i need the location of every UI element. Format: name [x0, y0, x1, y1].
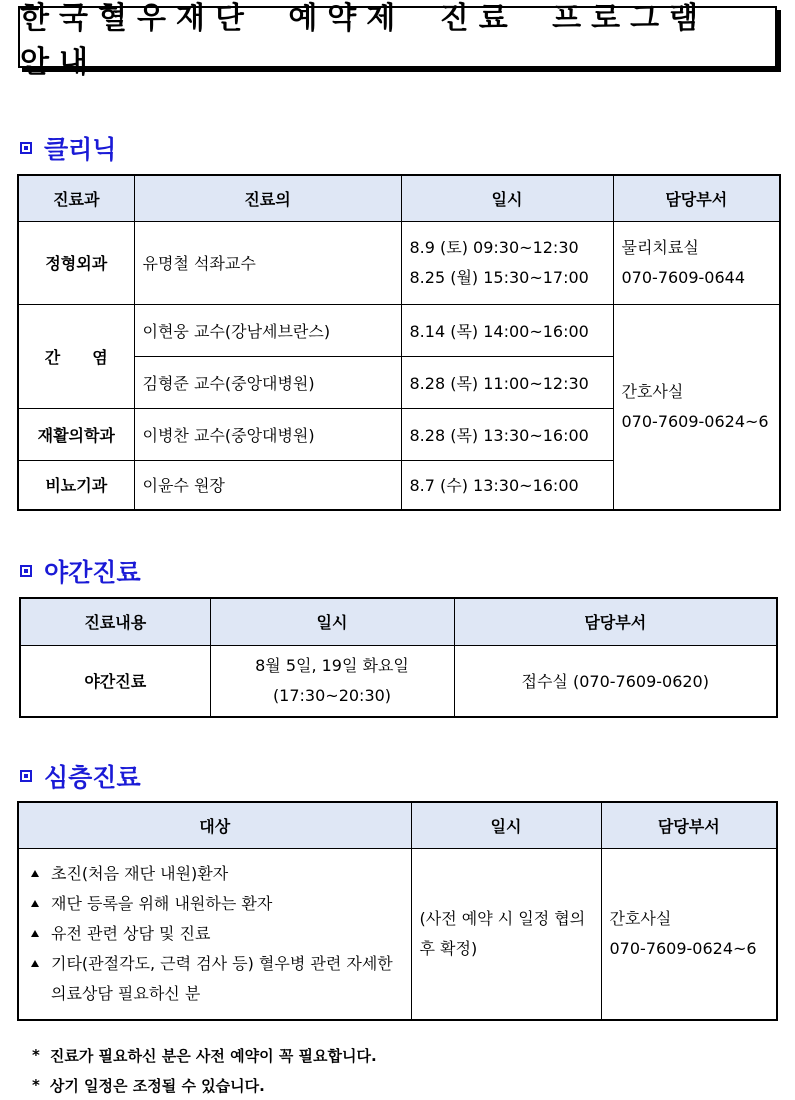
- table-row: [18, 221, 780, 304]
- office-name: 간호사실: [609, 908, 672, 928]
- asterisk-icon: *: [32, 1076, 40, 1094]
- clinic-header-dept: 진료과: [18, 175, 134, 221]
- square-bullet-icon: [20, 142, 32, 154]
- page-title: 한국혈우재단 예약제 진료 프로그램 안내: [18, 6, 777, 68]
- square-bullet-icon: [20, 770, 32, 782]
- deep-header-target: 대상: [18, 802, 411, 848]
- dept-cell: 재활의학과: [18, 408, 134, 460]
- list-item: 재단 등록을 위해 내원하는 환자: [23, 889, 403, 919]
- clinic-table: [17, 174, 781, 511]
- triangle-bullet-icon: [31, 960, 39, 967]
- schedule-cell: (사전 예약 시 일정 협의 후 확정): [411, 848, 601, 1020]
- doctor-cell: 이현웅 교수(강남세브란스): [134, 304, 401, 356]
- section-title-deep: [20, 758, 141, 794]
- triangle-bullet-icon: [31, 900, 39, 907]
- table-row: [18, 304, 780, 356]
- asterisk-icon: *: [32, 1046, 40, 1064]
- list-item: 기타(관절각도, 근력 검사 등) 혈우병 관련 자세한 의료상담 필요하신 분: [23, 949, 403, 1009]
- schedule-line: 8.9 (토) 09:30~12:30: [409, 237, 579, 257]
- office-cell: [601, 848, 777, 1020]
- note-item: * 상기 일정은 조정될 수 있습니다.: [32, 1076, 265, 1095]
- dept-cell: 정형외과: [18, 221, 134, 304]
- target-cell: [18, 848, 411, 1020]
- office-phone: 070-7609-0644: [621, 267, 746, 287]
- office-phone: 070-7609-0624~6: [609, 938, 757, 958]
- night-header-content: 진료내용: [20, 598, 210, 645]
- clinic-header-row: [18, 175, 780, 221]
- office-name: 물리치료실: [621, 237, 699, 257]
- square-bullet-icon: [20, 565, 32, 577]
- doctor-cell: 이윤수 원장: [134, 460, 401, 510]
- triangle-bullet-icon: [31, 930, 39, 937]
- schedule-cell: [401, 221, 613, 304]
- dept-cell: 간 염: [18, 304, 134, 408]
- note-item: * 진료가 필요하신 분은 사전 예약이 꼭 필요합니다.: [32, 1046, 377, 1065]
- section-title-night: [20, 553, 141, 589]
- doctor-cell: 이병찬 교수(중앙대병원): [134, 408, 401, 460]
- notes: [32, 1040, 377, 1100]
- night-header-office: 담당부서: [454, 598, 777, 645]
- table-row: [20, 645, 777, 717]
- section-title-night-label: 야간진료: [44, 558, 141, 587]
- target-list: [23, 859, 403, 1009]
- clinic-header-schedule: 일시: [401, 175, 613, 221]
- schedule-cell: 8.14 (목) 14:00~16:00: [401, 304, 613, 356]
- schedule-cell: 8.28 (목) 11:00~12:30: [401, 356, 613, 408]
- clinic-header-doctor: 진료의: [134, 175, 401, 221]
- dept-cell: 비뇨기과: [18, 460, 134, 510]
- schedule-line: 8.25 (월) 15:30~17:00: [409, 267, 589, 287]
- section-title-deep-label: 심층진료: [44, 763, 141, 792]
- section-title-clinic-label: 클리닉: [44, 135, 117, 164]
- office-cell: 접수실 (070-7609-0620): [454, 645, 777, 717]
- table-row: [18, 848, 777, 1020]
- night-table: [19, 597, 778, 718]
- office-cell: [613, 221, 780, 304]
- clinic-header-office: 담당부서: [613, 175, 780, 221]
- office-name: 간호사실: [621, 381, 684, 401]
- schedule-cell: [210, 645, 454, 717]
- schedule-cell: 8.7 (수) 13:30~16:00: [401, 460, 613, 510]
- deep-header-office: 담당부서: [601, 802, 777, 848]
- content-cell: 야간진료: [20, 645, 210, 717]
- schedule-line: 8월 5일, 19일 화요일: [255, 655, 409, 675]
- office-phone: 070-7609-0624~6: [621, 411, 769, 431]
- list-item: 초진(처음 재단 내원)환자: [23, 859, 403, 889]
- list-item: 유전 관련 상담 및 진료: [23, 919, 403, 949]
- schedule-cell: 8.28 (목) 13:30~16:00: [401, 408, 613, 460]
- triangle-bullet-icon: [31, 870, 39, 877]
- deep-header-row: [18, 802, 777, 848]
- office-cell: [613, 304, 780, 510]
- doctor-cell: 유명철 석좌교수: [134, 221, 401, 304]
- night-header-schedule: 일시: [210, 598, 454, 645]
- deep-header-schedule: 일시: [411, 802, 601, 848]
- night-header-row: [20, 598, 777, 645]
- section-title-clinic: [20, 130, 116, 166]
- doctor-cell: 김형준 교수(중앙대병원): [134, 356, 401, 408]
- deep-table: [17, 801, 778, 1021]
- schedule-line: (17:30~20:30): [272, 685, 392, 705]
